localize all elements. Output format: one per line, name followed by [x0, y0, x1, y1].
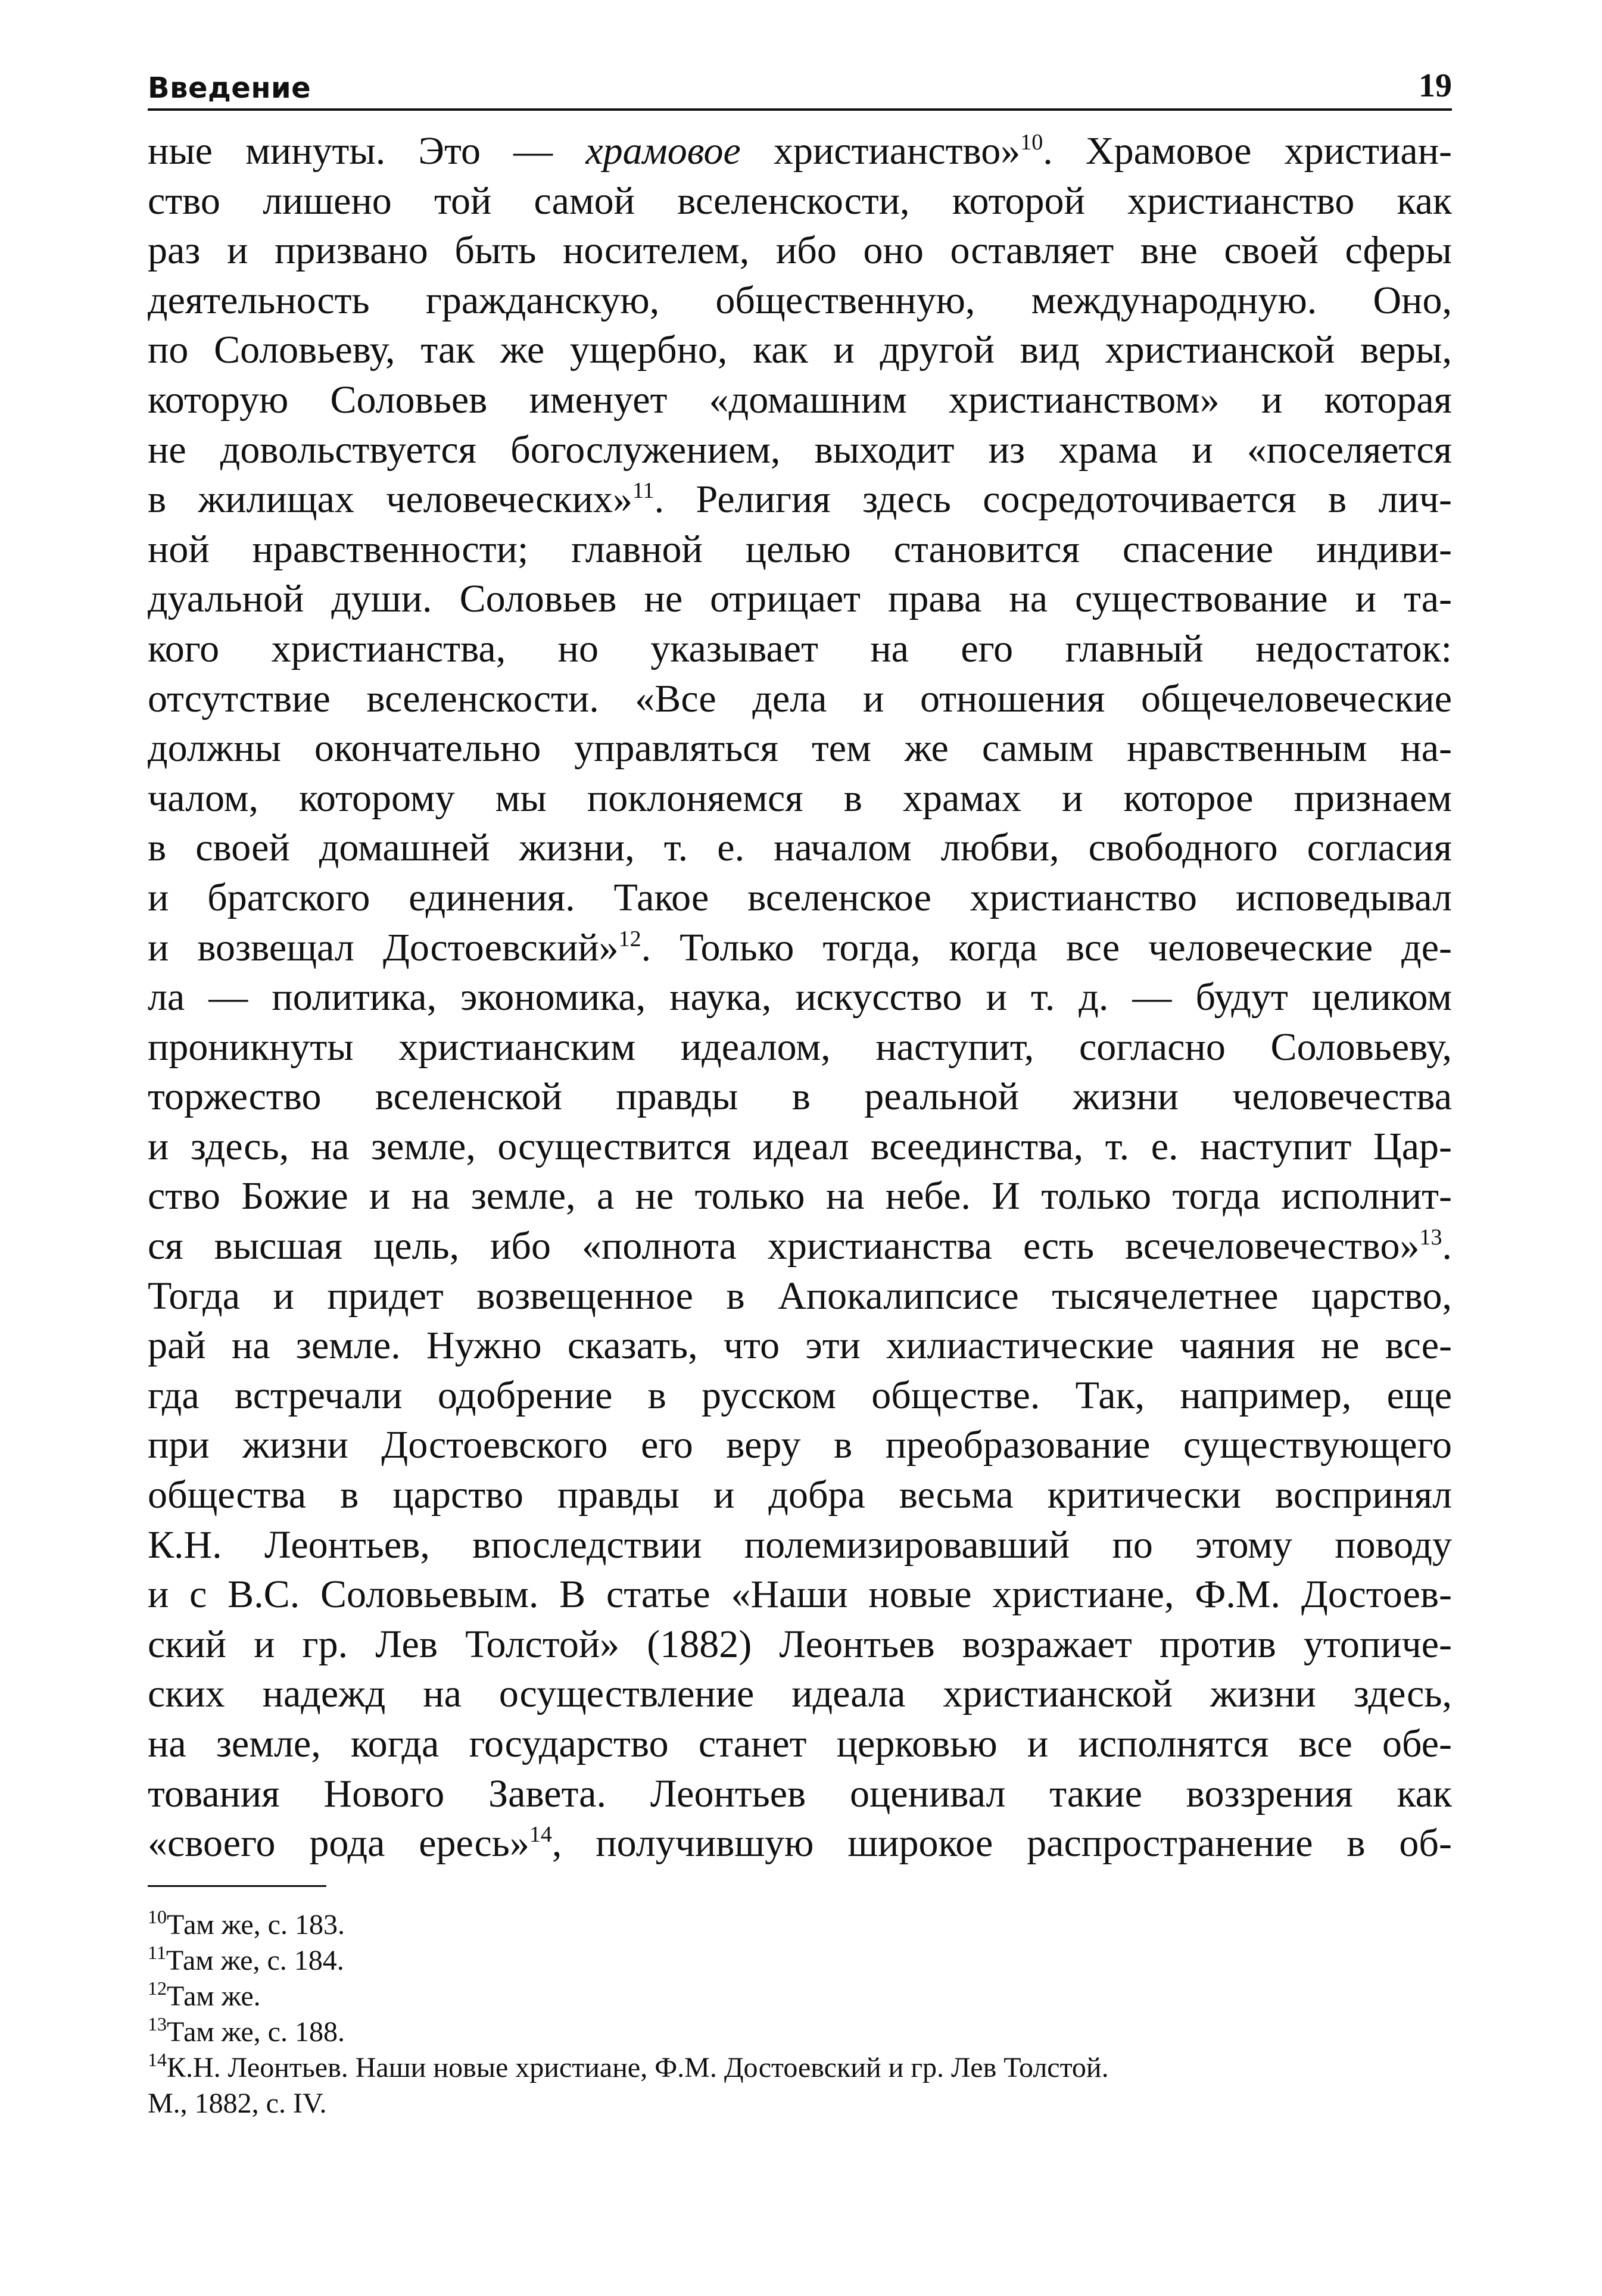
line-text: на земле, когда государство станет церковью и исполнятся все обе- [148, 1722, 1452, 1765]
body-line [148, 1420, 1452, 1470]
line-text: . Храмовое христиан- [1043, 129, 1452, 173]
line-text: ла — политика, экономика, наука, искусство и т. д. — будут целиком [148, 975, 1452, 1019]
body-line [148, 1221, 1452, 1271]
body-line [148, 574, 1452, 624]
line-text: по Соловьеву, так же ущербно, как и другой вид христианской веры, [148, 328, 1452, 372]
body-line [148, 1818, 1452, 1868]
page-number: 19 [1419, 67, 1452, 104]
line-text: и братского единения. Такое вселенское христианство исповедывал [148, 875, 1452, 919]
body-line [148, 1321, 1452, 1371]
body-line [148, 674, 1452, 724]
line-text: гда встречали одобрение в русском обществе. Так, например, еще [148, 1373, 1452, 1417]
body-line [148, 1371, 1452, 1421]
body-line [148, 126, 1452, 176]
body-line [148, 1769, 1452, 1819]
footnote-10 [148, 1907, 1452, 1943]
line-text: и здесь, на земле, осуществится идеал всеединства, т. е. наступит Цар- [148, 1124, 1452, 1168]
body-line [148, 276, 1452, 326]
footnote-reference[interactable]: 14 [529, 1822, 552, 1848]
body-line [148, 375, 1452, 425]
running-header [148, 57, 1452, 111]
footnote-text: Там же. [167, 1980, 261, 2012]
line-text: христианство» [740, 129, 1021, 173]
footnote-number: 14 [148, 2048, 167, 2070]
footnote-reference[interactable]: 12 [618, 926, 641, 952]
line-text: ский и гр. Лев Толстой» (1882) Леонтьев возражает против утопиче- [148, 1622, 1452, 1666]
body-line [148, 723, 1452, 773]
line-text: ство лишено той самой вселенскости, которой христианство как [148, 179, 1452, 223]
line-text: в своей домашней жизни, т. е. началом любви, свободного согласия [148, 826, 1452, 870]
footnote-text: Там же, с. 183. [167, 1908, 345, 1941]
line-text: отсутствие вселенскости. «Все дела и отношения общечеловеческие [148, 676, 1452, 720]
footnote-reference[interactable]: 13 [1419, 1225, 1442, 1250]
body-line [148, 176, 1452, 226]
body-line [148, 1470, 1452, 1520]
line-text: тования Нового Завета. Леонтьев оценивал такие воззрения как [148, 1771, 1452, 1815]
body-line [148, 475, 1452, 525]
line-text: и возвещал Достоевский» [148, 925, 619, 969]
book-page [148, 57, 1452, 2122]
body-line [148, 226, 1452, 276]
footnote-number: 12 [148, 1977, 167, 1999]
line-text: . [1442, 1224, 1452, 1268]
footnote-number: 13 [148, 2013, 167, 2035]
footnote-number: 11 [148, 1941, 166, 1963]
footnote-text: К.Н. Леонтьев. Наши новые христиане, Ф.М. Достоевский и гр. Лев Толстой. [167, 2051, 1109, 2083]
line-text: ских надежд на осуществление идеала христианской жизни здесь, [148, 1672, 1452, 1716]
footnote-number: 10 [148, 1905, 167, 1927]
body-line [148, 1719, 1452, 1769]
footnote-11 [148, 1943, 1452, 1979]
line-text: ные минуты. Это — [148, 129, 586, 173]
line-text: должны окончательно управляться тем же самым нравственным на- [148, 726, 1452, 770]
body-line [148, 1520, 1452, 1570]
line-text: . Религия здесь сосредоточивается в лич- [654, 478, 1452, 522]
line-text: раз и призвано быть носителем, ибо оно оставляет вне своей сферы [148, 229, 1452, 273]
section-title: Введение [148, 71, 311, 105]
line-text: К.Н. Леонтьев, впоследствии полемизировавший по этому поводу [148, 1523, 1452, 1567]
line-text: рай на земле. Нужно сказать, что эти хилиастические чаяния не все- [148, 1324, 1452, 1368]
body-line [148, 1669, 1452, 1719]
body-line [148, 425, 1452, 475]
line-text: Тогда и придет возвещенное в Апокалипсисе тысячелетнее царство, [148, 1274, 1452, 1318]
body-line [148, 773, 1452, 823]
body-line [148, 525, 1452, 575]
line-text: дуальной души. Соловьев не отрицает права на существование и та- [148, 577, 1452, 621]
body-line [148, 1171, 1452, 1221]
line-text: в жилищах человеческих» [148, 478, 632, 522]
footnote-text: Там же, с. 184. [166, 1944, 344, 1976]
line-text: чалом, которому мы поклоняемся в храмах и которое признаем [148, 776, 1452, 820]
line-text: которую Соловьев именует «домашним христианством» и которая [148, 378, 1452, 422]
body-text [148, 126, 1452, 1868]
line-text: общества в царство правды и добра весьма критически воспринял [148, 1473, 1452, 1517]
footnote-reference[interactable]: 10 [1020, 130, 1043, 155]
line-text: ство Божие и на земле, а не только на небе. И только тогда исполнит- [148, 1174, 1452, 1218]
body-line [148, 923, 1452, 973]
line-text: не довольствуется богослужением, выходит из храма и «поселяется [148, 428, 1452, 472]
line-text: «своего рода ересь» [148, 1821, 529, 1866]
line-text: ной нравственности; главной целью становится спасение индиви- [148, 527, 1452, 571]
body-line [148, 1122, 1452, 1172]
body-line [148, 1271, 1452, 1321]
line-text: , получившую широкое распространение в об- [551, 1821, 1452, 1866]
body-line [148, 624, 1452, 674]
body-line [148, 1620, 1452, 1670]
body-line [148, 1072, 1452, 1122]
line-text: и с В.С. Соловьевым. В статье «Наши новые христиане, Ф.М. Достоев- [148, 1573, 1452, 1617]
line-text: проникнуты христианским идеалом, наступит, согласно Соловьеву, [148, 1025, 1452, 1069]
footnote-13 [148, 2014, 1452, 2050]
line-text: торжество вселенской правды в реальной жизни человечества [148, 1075, 1452, 1119]
footnote-text-continued: М., 1882, с. IV. [148, 2087, 327, 2119]
line-text: при жизни Достоевского его веру в преобразование существующего [148, 1423, 1452, 1467]
footnote-reference[interactable]: 11 [632, 478, 654, 504]
footnote-14 [148, 2050, 1452, 2122]
body-line [148, 1570, 1452, 1620]
line-text: деятельность гражданскую, общественную, международную. Оно, [148, 278, 1452, 322]
body-line [148, 325, 1452, 375]
footnotes [148, 1907, 1452, 2122]
body-line [148, 873, 1452, 923]
emphasized-text: храмовое [585, 129, 741, 173]
line-text: . Только тогда, когда все человеческие де- [641, 925, 1452, 969]
footnote-separator [148, 1885, 326, 1887]
footnote-text: Там же, с. 188. [167, 2016, 345, 2048]
body-line [148, 1022, 1452, 1072]
body-line [148, 823, 1452, 873]
line-text: ся высшая цель, ибо «полнота христианства есть всечеловечество» [148, 1224, 1420, 1268]
line-text: кого христианства, но указывает на его главный недостаток: [148, 626, 1452, 670]
footnote-12 [148, 1979, 1452, 2014]
body-line [148, 972, 1452, 1022]
